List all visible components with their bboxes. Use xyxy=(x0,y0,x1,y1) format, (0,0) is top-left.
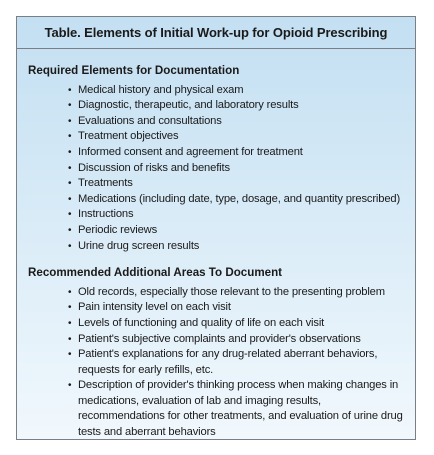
bullet-icon: • xyxy=(68,302,72,314)
bullet-icon: • xyxy=(68,349,72,361)
list-item: • Medications (including date, type, dosage, and quantity prescribed) xyxy=(68,192,405,208)
list-item: • Treatment objectives xyxy=(68,129,405,145)
bullet-icon: • xyxy=(68,84,72,96)
list-item: • Diagnostic, therapeutic, and laboratory results xyxy=(68,98,405,114)
list-item: • Medical history and physical exam xyxy=(68,83,405,99)
bullet-icon: • xyxy=(68,240,72,252)
bullet-icon: • xyxy=(68,162,72,174)
table-content xyxy=(17,49,415,441)
bullet-icon: • xyxy=(68,209,72,221)
list-item: • Old records, especially those relevant to the presenting problem xyxy=(68,285,405,301)
list-item: • Periodic reviews xyxy=(68,223,405,239)
bullet-icon: • xyxy=(68,333,72,345)
required-elements-list xyxy=(28,83,405,255)
list-item: • Urine drug screen results xyxy=(68,239,405,255)
section-heading-recommended: Recommended Additional Areas To Document xyxy=(28,266,283,280)
list-item: • Instructions xyxy=(68,207,405,223)
bullet-icon: • xyxy=(68,178,72,190)
section-heading-required: Required Elements for Documentation xyxy=(28,64,240,77)
bullet-icon: • xyxy=(68,115,72,127)
list-item: • Informed consent and agreement for treatment xyxy=(68,145,405,161)
list-item: • Patient's explanations for any drug-related aberrant behaviors, requests for early refills, etc. xyxy=(68,348,378,376)
list-item: • Discussion of risks and benefits xyxy=(68,161,405,177)
list-item: • Treatments xyxy=(68,176,405,192)
bullet-icon: • xyxy=(68,146,72,158)
table-frame xyxy=(16,16,416,440)
list-item: • Patient's subjective complaints and provider's observations xyxy=(68,332,405,348)
list-item: • Description of provider's thinking process when making changes in medications, evaluation of lab and imaging results, recommendations for other treatments, and evaluation of urine drug tests and aberrant behaviors xyxy=(68,379,403,439)
list-item: • Pain intensity level on each visit xyxy=(68,300,405,316)
bullet-icon: • xyxy=(68,131,72,143)
recommended-areas-list xyxy=(28,285,405,441)
bullet-icon: • xyxy=(68,317,72,329)
bullet-icon: • xyxy=(68,193,72,205)
bullet-icon: • xyxy=(68,380,72,392)
list-item: • Levels of functioning and quality of life on each visit xyxy=(68,316,405,332)
bullet-icon: • xyxy=(68,286,72,298)
bullet-icon: • xyxy=(68,224,72,236)
table-title: Table. Elements of Initial Work-up for Opioid Prescribing xyxy=(17,17,415,49)
list-item: • Evaluations and consultations xyxy=(68,114,405,130)
bullet-icon: • xyxy=(68,100,72,112)
